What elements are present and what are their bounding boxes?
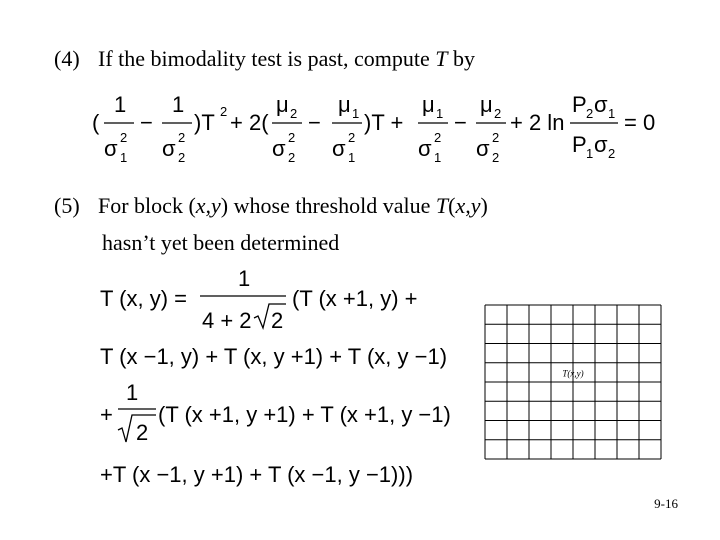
interpolation-equation: [96, 270, 486, 495]
threshold-equation: [88, 92, 668, 172]
svg-text:2: 2: [288, 150, 296, 165]
svg-text:2: 2: [494, 106, 502, 121]
svg-text:μ: μ: [422, 92, 435, 117]
svg-text:2: 2: [288, 130, 296, 145]
svg-text:1: 1: [126, 380, 139, 405]
svg-text:σ: σ: [332, 136, 346, 161]
svg-text:2: 2: [178, 130, 186, 145]
svg-text:2: 2: [120, 130, 128, 145]
svg-text:−: −: [308, 110, 321, 135]
svg-text:(T (x +1, y) +: (T (x +1, y) +: [292, 286, 418, 311]
svg-text:)T +: )T +: [364, 110, 404, 135]
svg-text:2: 2: [434, 130, 442, 145]
svg-text:P: P: [572, 92, 587, 117]
svg-text:)T: )T: [194, 110, 215, 135]
svg-text:2: 2: [492, 130, 500, 145]
svg-text:T (x, y) =: T (x, y) =: [100, 286, 187, 311]
svg-text:2: 2: [178, 150, 186, 165]
step-4-text: (4) If the bimodality test is past, compute T by: [54, 46, 476, 71]
grid-center-label: T(x,y): [562, 368, 584, 379]
svg-text:2: 2: [348, 130, 356, 145]
svg-text:2: 2: [492, 150, 500, 165]
svg-text:2: 2: [608, 146, 616, 161]
block-grid-diagram: [484, 304, 662, 460]
svg-text:1: 1: [172, 92, 185, 117]
step-5-text: (5) For block (x,y) whose threshold value T(x,y): [54, 193, 488, 218]
svg-text:T (x −1, y) + T (x, y +1) + T: T (x −1, y) + T (x, y +1) + T (x, y −1): [100, 344, 448, 369]
svg-text:1: 1: [352, 106, 360, 121]
svg-text:1: 1: [238, 270, 251, 291]
svg-text:4 + 2: 4 + 2: [202, 308, 252, 333]
page-number: 9-16: [654, 496, 678, 511]
svg-text:σ: σ: [476, 136, 490, 161]
svg-text:−: −: [140, 110, 153, 135]
svg-text:1: 1: [348, 150, 356, 165]
svg-text:σ: σ: [272, 136, 286, 161]
step-number: (5): [54, 193, 80, 218]
svg-text:1: 1: [436, 106, 444, 121]
svg-text:1: 1: [120, 150, 128, 165]
svg-text:μ: μ: [276, 92, 289, 117]
svg-text:2: 2: [271, 308, 284, 333]
svg-text:= 0: = 0: [624, 110, 656, 135]
svg-text:+ 2(: + 2(: [230, 110, 269, 135]
svg-text:1: 1: [114, 92, 127, 117]
svg-text:2: 2: [220, 104, 228, 119]
step-5-text-line2: hasn’t yet been determined: [102, 230, 340, 255]
svg-text:μ: μ: [480, 92, 493, 117]
svg-text:σ: σ: [418, 136, 432, 161]
svg-text:σ: σ: [594, 132, 608, 157]
svg-text:1: 1: [434, 150, 442, 165]
svg-text:μ: μ: [338, 92, 351, 117]
svg-text:+T (x −1, y +1) + T (x −1, y −: +T (x −1, y +1) + T (x −1, y −1))): [100, 462, 414, 487]
svg-text:2: 2: [586, 106, 594, 121]
svg-text:1: 1: [586, 146, 594, 161]
svg-text:1: 1: [608, 106, 616, 121]
svg-text:σ: σ: [594, 92, 608, 117]
svg-text:σ: σ: [104, 136, 118, 161]
svg-text:+: +: [100, 402, 113, 427]
svg-text:−: −: [454, 110, 467, 135]
svg-text:2: 2: [290, 106, 298, 121]
svg-text:2: 2: [136, 420, 149, 445]
svg-text:(T (x +1, y +1) + T (x +1, y −: (T (x +1, y +1) + T (x +1, y −1): [158, 402, 451, 427]
svg-text:+ 2 ln: + 2 ln: [510, 110, 565, 135]
svg-text:σ: σ: [162, 136, 176, 161]
step-number: (4): [54, 46, 80, 71]
svg-text:P: P: [572, 132, 587, 157]
svg-text:(: (: [92, 110, 100, 135]
